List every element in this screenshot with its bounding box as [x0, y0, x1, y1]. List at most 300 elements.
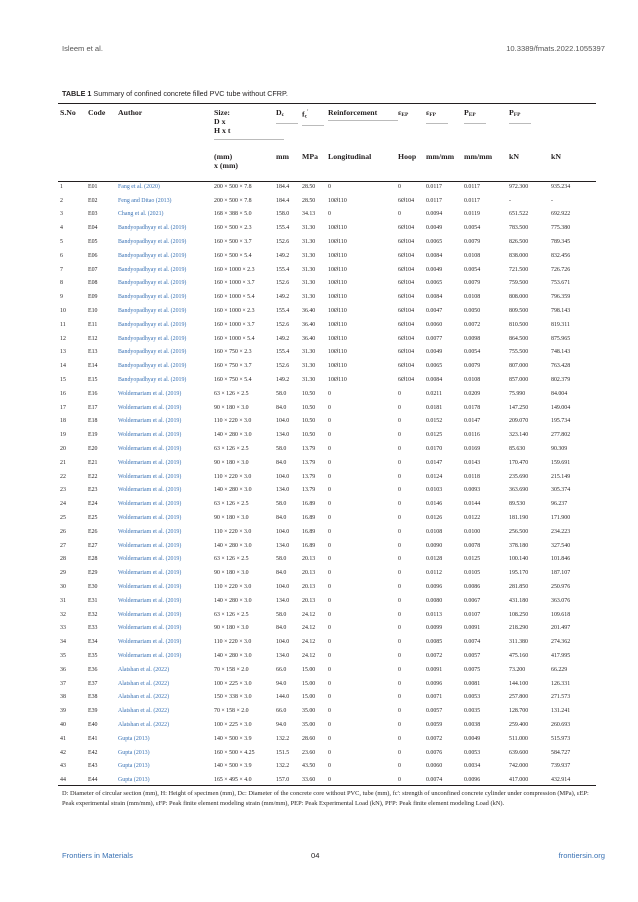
cell-pfp: 775.380 — [551, 225, 571, 232]
cell-sno: 7 — [60, 266, 63, 273]
cell-pfp: 515.973 — [551, 735, 571, 742]
cell-author[interactable]: Alatshan et al. (2022) — [118, 694, 170, 701]
table-row — [58, 649, 596, 663]
cell-code: E17 — [88, 404, 98, 411]
table-top-rule — [58, 103, 596, 104]
table-row — [58, 194, 596, 208]
unit-pep: kN — [509, 152, 519, 161]
cell-longitudinal: 0 — [328, 625, 331, 632]
cell-dc: 152.6 — [276, 239, 290, 246]
cell-pep: 100.140 — [509, 556, 529, 563]
cell-code: E25 — [88, 515, 98, 522]
cell-fc: 36.40 — [302, 321, 316, 328]
cell-efp: 0.0049 — [464, 735, 481, 742]
cell-fc: 15.00 — [302, 666, 316, 673]
unit-efp: mm/mm — [464, 152, 493, 161]
cell-longitudinal: 0 — [328, 418, 331, 425]
cell-size: 90 × 180 × 3.0 — [214, 515, 249, 522]
cell-dc: 155.4 — [276, 349, 290, 356]
cell-efp: 0.0081 — [464, 680, 481, 687]
cell-author[interactable]: Woldemariam et al. (2019) — [118, 584, 182, 590]
cell-longitudinal: 10Ø110 — [328, 321, 347, 328]
cell-size: 160 × 1000 × 5.4 — [214, 294, 255, 301]
cell-eep: 0.0072 — [426, 652, 443, 659]
cell-author[interactable]: Woldemariam et al. (2019) — [118, 446, 182, 453]
cell-code: E32 — [88, 611, 98, 618]
cell-author[interactable]: Bandyopadhyay et al. (2019) — [118, 239, 187, 246]
cell-efp: 0.0108 — [464, 377, 481, 384]
cell-code: E05 — [88, 239, 98, 246]
cell-eep: 0.0080 — [426, 597, 443, 604]
cell-eep: 0.0128 — [426, 556, 443, 563]
cell-author[interactable]: Bandyopadhyay et al. (2019) — [118, 280, 187, 287]
cell-pfp: 159.691 — [551, 459, 571, 466]
table-row — [58, 704, 596, 718]
cell-dc: 94.0 — [276, 721, 287, 728]
cell-sno: 36 — [60, 666, 66, 673]
cell-eep: 0.0181 — [426, 404, 443, 411]
cell-efp: 0.0086 — [464, 584, 481, 590]
cell-author[interactable]: Bandyopadhyay et al. (2019) — [118, 294, 187, 301]
cell-size: 110 × 220 × 3.0 — [214, 639, 252, 646]
cell-author[interactable]: Woldemariam et al. (2019) — [118, 528, 182, 535]
cell-code: E23 — [88, 487, 98, 494]
cell-longitudinal: 10Ø110 — [328, 225, 347, 232]
cell-longitudinal: 10Ø110 — [328, 197, 347, 204]
cell-author[interactable]: Gupta (2013) — [118, 749, 150, 756]
cell-eep: 0.0084 — [426, 294, 443, 301]
table-row — [58, 594, 596, 608]
cell-pep: 147.250 — [509, 404, 529, 411]
cell-size: 110 × 220 × 3.0 — [214, 473, 252, 480]
cell-hoop: 6Ø104 — [398, 321, 415, 328]
cell-hoop: 0 — [398, 694, 401, 701]
cell-author[interactable]: Bandyopadhyay et al. (2019) — [118, 377, 187, 384]
cell-author[interactable]: Woldemariam et al. (2019) — [118, 459, 182, 466]
cell-author[interactable]: Woldemariam et al. (2019) — [118, 597, 182, 604]
cell-fc: 16.89 — [302, 528, 316, 535]
cell-size: 90 × 180 × 3.0 — [214, 570, 249, 577]
cell-fc: 28.50 — [302, 197, 316, 204]
cell-code: E24 — [88, 501, 98, 508]
cell-longitudinal: 10Ø110 — [328, 266, 347, 273]
cell-pfp: 753.671 — [551, 280, 571, 287]
table-row — [58, 470, 596, 484]
cell-code: E44 — [88, 777, 98, 784]
cell-efp: 0.0050 — [464, 308, 481, 315]
cell-fc: 10.50 — [302, 418, 316, 425]
cell-fc: 35.00 — [302, 721, 316, 728]
col-header-fc: $f_c'$ — [300, 106, 326, 150]
cell-pfp: 131.241 — [551, 708, 571, 715]
cell-dc: 58.0 — [276, 446, 287, 453]
cell-author[interactable]: Woldemariam et al. (2019) — [118, 501, 182, 508]
cell-size: 63 × 126 × 2.5 — [214, 556, 249, 563]
cell-longitudinal: 0 — [328, 749, 331, 756]
cell-fc: 13.79 — [302, 487, 316, 494]
cell-pfp: 796.359 — [551, 294, 571, 301]
cell-sno: 34 — [60, 639, 66, 646]
cell-sno: 10 — [60, 308, 66, 315]
cell-code: E19 — [88, 432, 98, 439]
cell-longitudinal: 0 — [328, 584, 331, 590]
cell-longitudinal: 0 — [328, 570, 331, 577]
cell-hoop: 0 — [398, 570, 401, 577]
cell-author[interactable]: Woldemariam et al. (2019) — [118, 652, 182, 659]
cell-fc: 20.13 — [302, 570, 316, 577]
cell-sno: 15 — [60, 377, 66, 384]
cell-pfp: 935.234 — [551, 183, 571, 190]
cell-dc: 132.2 — [276, 735, 290, 742]
cell-author[interactable]: Bandyopadhyay et al. (2019) — [118, 308, 187, 315]
cell-author[interactable]: Woldemariam et al. (2019) — [118, 432, 182, 439]
cell-dc: 104.0 — [276, 584, 290, 590]
cell-pep: 783.500 — [509, 225, 529, 232]
cell-dc: 134.0 — [276, 542, 290, 549]
cell-fc: 13.79 — [302, 446, 316, 453]
table-row — [58, 663, 596, 677]
cell-eep: 0.0099 — [426, 625, 443, 632]
cell-hoop: 0 — [398, 735, 401, 742]
cell-dc: 149.2 — [276, 294, 290, 301]
cell-code: E26 — [88, 528, 98, 535]
table-row — [58, 608, 596, 622]
cell-efp: 0.0178 — [464, 404, 481, 411]
cell-pfp: 84.004 — [551, 390, 568, 397]
cell-author[interactable]: Gupta (2013) — [118, 763, 150, 770]
cell-pfp: 819.311 — [551, 321, 570, 328]
cell-dc: 58.0 — [276, 390, 287, 397]
table-footnote: D: Diameter of circular section (mm), H: Height of specimen (mm), Dc: Diameter of the concrete core without PVC, tube (mm), fc': strength of unconfined concrete cylinder under compression (MPa), εEP: Peak experimental strain (mm/mm), εFP: Peak finite element modeling strain (mm/mm), PEP: Peak Experimental Load (kN), PFP: Peak finite element modeling Load (kN). — [62, 790, 589, 807]
cell-hoop: 0 — [398, 528, 401, 535]
cell-fc: 31.30 — [302, 225, 316, 232]
cell-code: E18 — [88, 418, 98, 425]
cell-dc: 84.0 — [276, 404, 287, 411]
table-row — [58, 208, 596, 222]
cell-pep: 809.500 — [509, 308, 529, 315]
table-row — [58, 759, 596, 773]
cell-pfp: 875.965 — [551, 335, 571, 342]
cell-efp: 0.0053 — [464, 749, 481, 756]
cell-fc: 31.30 — [302, 294, 316, 301]
table-row — [58, 732, 596, 746]
cell-sno: 5 — [60, 239, 63, 246]
cell-size: 90 × 180 × 3.0 — [214, 404, 249, 411]
cell-hoop: 0 — [398, 211, 401, 218]
cell-hoop: 6Ø104 — [398, 363, 415, 370]
cell-author[interactable]: Bandyopadhyay et al. (2019) — [118, 252, 187, 259]
cell-pep: 218.290 — [509, 625, 529, 632]
cell-efp: 0.0054 — [464, 349, 481, 356]
unit-dc: mm — [276, 152, 289, 161]
cell-hoop: 0 — [398, 777, 401, 784]
cell-pep: 75.990 — [509, 390, 526, 397]
cell-fc: 15.00 — [302, 694, 316, 701]
cell-code: E14 — [88, 363, 98, 370]
cell-pfp: 126.331 — [551, 680, 571, 687]
running-header-authors: Isleem et al. — [62, 44, 103, 53]
cell-hoop: 0 — [398, 597, 401, 604]
cell-sno: 41 — [60, 735, 66, 742]
cell-longitudinal: 0 — [328, 694, 331, 701]
cell-pep: 209.070 — [509, 418, 529, 425]
cell-efp: 0.0144 — [464, 501, 481, 508]
cell-size: 110 × 220 × 3.0 — [214, 528, 252, 535]
cell-dc: 149.2 — [276, 252, 290, 259]
cell-author[interactable]: Woldemariam et al. (2019) — [118, 556, 182, 563]
cell-hoop: 0 — [398, 749, 401, 756]
cell-eep: 0.0065 — [426, 239, 443, 246]
cell-author[interactable]: Woldemariam et al. (2019) — [118, 487, 182, 494]
col-header-sno: S.No — [60, 108, 76, 117]
cell-efp: 0.0147 — [464, 418, 481, 425]
cell-pep: 651.522 — [509, 211, 529, 218]
cell-size: 140 × 280 × 3.0 — [214, 597, 252, 604]
cell-size: 160 × 500 × 4.25 — [214, 749, 255, 756]
cell-pep: 808.000 — [509, 294, 529, 301]
cell-pep: 864.500 — [509, 335, 529, 342]
cell-author[interactable]: Woldemariam et al. (2019) — [118, 542, 182, 549]
cell-dc: 84.0 — [276, 570, 287, 577]
cell-dc: 134.0 — [276, 652, 290, 659]
cell-dc: 151.5 — [276, 749, 290, 756]
cell-dc: 149.2 — [276, 377, 290, 384]
cell-longitudinal: 0 — [328, 390, 331, 397]
cell-efp: 0.0072 — [464, 321, 481, 328]
cell-pep: 475.160 — [509, 652, 529, 659]
cell-author[interactable]: Woldemariam et al. (2019) — [118, 611, 182, 618]
page-number: 04 — [311, 851, 320, 860]
cell-author[interactable]: Feng and Ditao (2013) — [118, 197, 172, 204]
cell-size: 160 × 1000 × 3.7 — [214, 280, 255, 287]
cell-fc: 31.30 — [302, 377, 316, 384]
cell-pep: 807.000 — [509, 363, 529, 370]
cell-efp: 0.0035 — [464, 708, 481, 715]
cell-author[interactable]: Chang et al. (2021) — [118, 211, 164, 218]
cell-pfp: 274.362 — [551, 639, 571, 646]
cell-efp: 0.0075 — [464, 666, 481, 673]
table-row — [58, 318, 596, 332]
cell-author[interactable]: Bandyopadhyay et al. (2019) — [118, 363, 187, 370]
cell-size: 200 × 500 × 7.8 — [214, 183, 252, 190]
cell-eep: 0.0096 — [426, 680, 443, 687]
cell-pfp: 260.693 — [551, 721, 571, 728]
cell-author[interactable]: Bandyopadhyay et al. (2019) — [118, 349, 187, 356]
cell-pep: 311.380 — [509, 639, 528, 646]
cell-fc: 31.30 — [302, 280, 316, 287]
cell-fc: 35.00 — [302, 708, 316, 715]
cell-code: E28 — [88, 556, 98, 563]
cell-sno: 31 — [60, 597, 66, 604]
cell-author[interactable]: Woldemariam et al. (2019) — [118, 570, 182, 577]
cell-fc: 20.13 — [302, 584, 316, 590]
cell-sno: 28 — [60, 556, 66, 563]
cell-code: E09 — [88, 294, 98, 301]
cell-longitudinal: 0 — [328, 763, 331, 770]
cell-author[interactable]: Bandyopadhyay et al. (2019) — [118, 321, 187, 328]
table-row — [58, 346, 596, 360]
cell-longitudinal: 0 — [328, 515, 331, 522]
cell-eep: 0.0059 — [426, 721, 443, 728]
cell-fc: 34.13 — [302, 211, 316, 218]
cell-hoop: 0 — [398, 390, 401, 397]
cell-efp: 0.0169 — [464, 446, 481, 453]
cell-author[interactable]: Woldemariam et al. (2019) — [118, 625, 182, 632]
unit-fc: MPa — [302, 152, 319, 161]
cell-efp: 0.0078 — [464, 542, 481, 549]
cell-fc: 28.60 — [302, 735, 316, 742]
size-line-1: Size: — [214, 108, 231, 117]
cell-code: E20 — [88, 446, 98, 453]
cell-code: E39 — [88, 708, 98, 715]
cell-pfp: 195.734 — [551, 418, 571, 425]
table-row — [58, 525, 596, 539]
table-row — [58, 180, 596, 194]
cell-pfp: 739.937 — [551, 763, 571, 770]
cell-eep: 0.0094 — [426, 211, 443, 218]
cell-code: E08 — [88, 280, 98, 287]
cell-author[interactable]: Fang et al. (2020) — [118, 183, 160, 190]
cell-sno: 43 — [60, 763, 66, 770]
cell-author[interactable]: Woldemariam et al. (2019) — [118, 404, 182, 411]
cell-code: E37 — [88, 680, 98, 687]
cell-sno: 14 — [60, 363, 66, 370]
cell-code: E04 — [88, 225, 98, 232]
cell-author[interactable]: Gupta (2013) — [118, 735, 150, 742]
cell-fc: 31.30 — [302, 349, 316, 356]
cell-longitudinal: 0 — [328, 611, 331, 618]
cell-author[interactable]: Bandyopadhyay et al. (2019) — [118, 335, 187, 342]
cell-eep: 0.0112 — [426, 570, 442, 577]
cell-eep: 0.0211 — [426, 390, 442, 397]
cell-efp: 0.0054 — [464, 225, 481, 232]
cell-size: 160 × 500 × 5.4 — [214, 252, 252, 259]
table-row — [58, 746, 596, 760]
cell-author[interactable]: Alatshan et al. (2022) — [118, 680, 170, 687]
cell-dc: 152.6 — [276, 363, 290, 370]
cell-pfp: 96.237 — [551, 501, 568, 508]
cell-code: E33 — [88, 625, 98, 632]
cell-sno: 13 — [60, 349, 66, 356]
cell-pfp: 432.914 — [551, 777, 571, 784]
cell-longitudinal: 0 — [328, 652, 331, 659]
cell-sno: 19 — [60, 432, 66, 439]
cell-longitudinal: 0 — [328, 556, 331, 563]
cell-eep: 0.0091 — [426, 666, 443, 673]
cell-author[interactable]: Alatshan et al. (2022) — [118, 708, 170, 715]
cell-pep: 128.700 — [509, 708, 529, 715]
cell-eep: 0.0060 — [426, 763, 443, 770]
cell-pfp: 763.428 — [551, 363, 571, 370]
cell-fc: 24.12 — [302, 625, 316, 632]
cell-sno: 38 — [60, 694, 66, 701]
footer-journal-name: Materials — [102, 851, 133, 860]
cell-pfp: - — [551, 197, 553, 204]
cell-pfp: 101.846 — [551, 556, 571, 563]
cell-longitudinal: 0 — [328, 542, 331, 549]
cell-sno: 44 — [60, 777, 66, 784]
cell-pep: 857.000 — [509, 377, 529, 384]
cell-code: E35 — [88, 652, 98, 659]
cell-author[interactable]: Alatshan et al. (2022) — [118, 666, 170, 673]
table-row — [58, 221, 596, 235]
cell-sno: 4 — [60, 225, 63, 232]
cell-author[interactable]: Woldemariam et al. (2019) — [118, 390, 182, 397]
cell-dc: 104.0 — [276, 528, 290, 535]
cell-dc: 58.0 — [276, 556, 287, 563]
cell-pfp: 692.922 — [551, 211, 571, 218]
cell-sno: 39 — [60, 708, 66, 715]
cell-longitudinal: 0 — [328, 459, 331, 466]
cell-size: 90 × 180 × 3.0 — [214, 625, 249, 632]
cell-size: 200 × 500 × 7.8 — [214, 197, 252, 204]
cell-author[interactable]: Woldemariam et al. (2019) — [118, 639, 182, 646]
cell-pfp: 250.976 — [551, 584, 571, 590]
cell-efp: 0.0117 — [464, 183, 480, 190]
cell-sno: 2 — [60, 197, 63, 204]
cell-dc: 134.0 — [276, 432, 290, 439]
cell-efp: 0.0079 — [464, 239, 481, 246]
cell-hoop: 6Ø104 — [398, 308, 415, 315]
cell-efp: 0.0209 — [464, 390, 481, 397]
cell-pep: 144.100 — [509, 680, 529, 687]
cell-code: E36 — [88, 666, 98, 673]
cell-fc: 31.30 — [302, 266, 316, 273]
summary-table — [58, 106, 596, 787]
cell-eep: 0.0146 — [426, 501, 443, 508]
cell-eep: 0.0113 — [426, 611, 442, 618]
table-row — [58, 539, 596, 553]
cell-pfp: 234.223 — [551, 528, 571, 535]
running-header-doi[interactable]: 10.3389/fmats.2022.1055397 — [506, 44, 605, 53]
cell-hoop: 0 — [398, 183, 401, 190]
cell-longitudinal: 10Ø110 — [328, 280, 347, 287]
cell-author[interactable]: Gupta (2013) — [118, 777, 150, 784]
cell-author[interactable]: Woldemariam et al. (2019) — [118, 515, 182, 522]
cell-author[interactable]: Alatshan et al. (2022) — [118, 721, 170, 728]
cell-pep: 281.850 — [509, 584, 529, 590]
cell-sno: 22 — [60, 473, 66, 480]
cell-sno: 21 — [60, 459, 66, 466]
cell-author[interactable]: Woldemariam et al. (2019) — [118, 418, 182, 425]
cell-efp: 0.0091 — [464, 625, 481, 632]
table-row — [58, 497, 596, 511]
cell-fc: 31.30 — [302, 252, 316, 259]
cell-longitudinal: 10Ø110 — [328, 363, 347, 370]
cell-size: 63 × 126 × 2.5 — [214, 611, 249, 618]
cell-fc: 15.00 — [302, 680, 316, 687]
cell-sno: 6 — [60, 252, 63, 259]
cell-pep: 195.170 — [509, 570, 529, 577]
cell-size: 168 × 388 × 5.0 — [214, 211, 252, 218]
cell-sno: 42 — [60, 749, 66, 756]
cell-author[interactable]: Woldemariam et al. (2019) — [118, 473, 182, 480]
cell-author[interactable]: Bandyopadhyay et al. (2019) — [118, 266, 187, 273]
cell-author[interactable]: Bandyopadhyay et al. (2019) — [118, 225, 187, 232]
cell-fc: 23.60 — [302, 749, 316, 756]
cell-pep: - — [509, 197, 511, 204]
col-header-dc: $D_c$ — [274, 106, 300, 150]
table-row — [58, 635, 596, 649]
col-header-reinforcement: Reinforcement — [326, 106, 396, 150]
cell-sno: 33 — [60, 625, 66, 632]
cell-pep: 511.000 — [509, 735, 528, 742]
cell-dc: 152.6 — [276, 321, 290, 328]
col-header-pfp: $P_{FP}$ — [507, 106, 549, 150]
footer-site-link[interactable]: frontiersin.org — [558, 851, 605, 860]
cell-pep: 972.300 — [509, 183, 529, 190]
footer-journal[interactable] — [62, 851, 133, 860]
